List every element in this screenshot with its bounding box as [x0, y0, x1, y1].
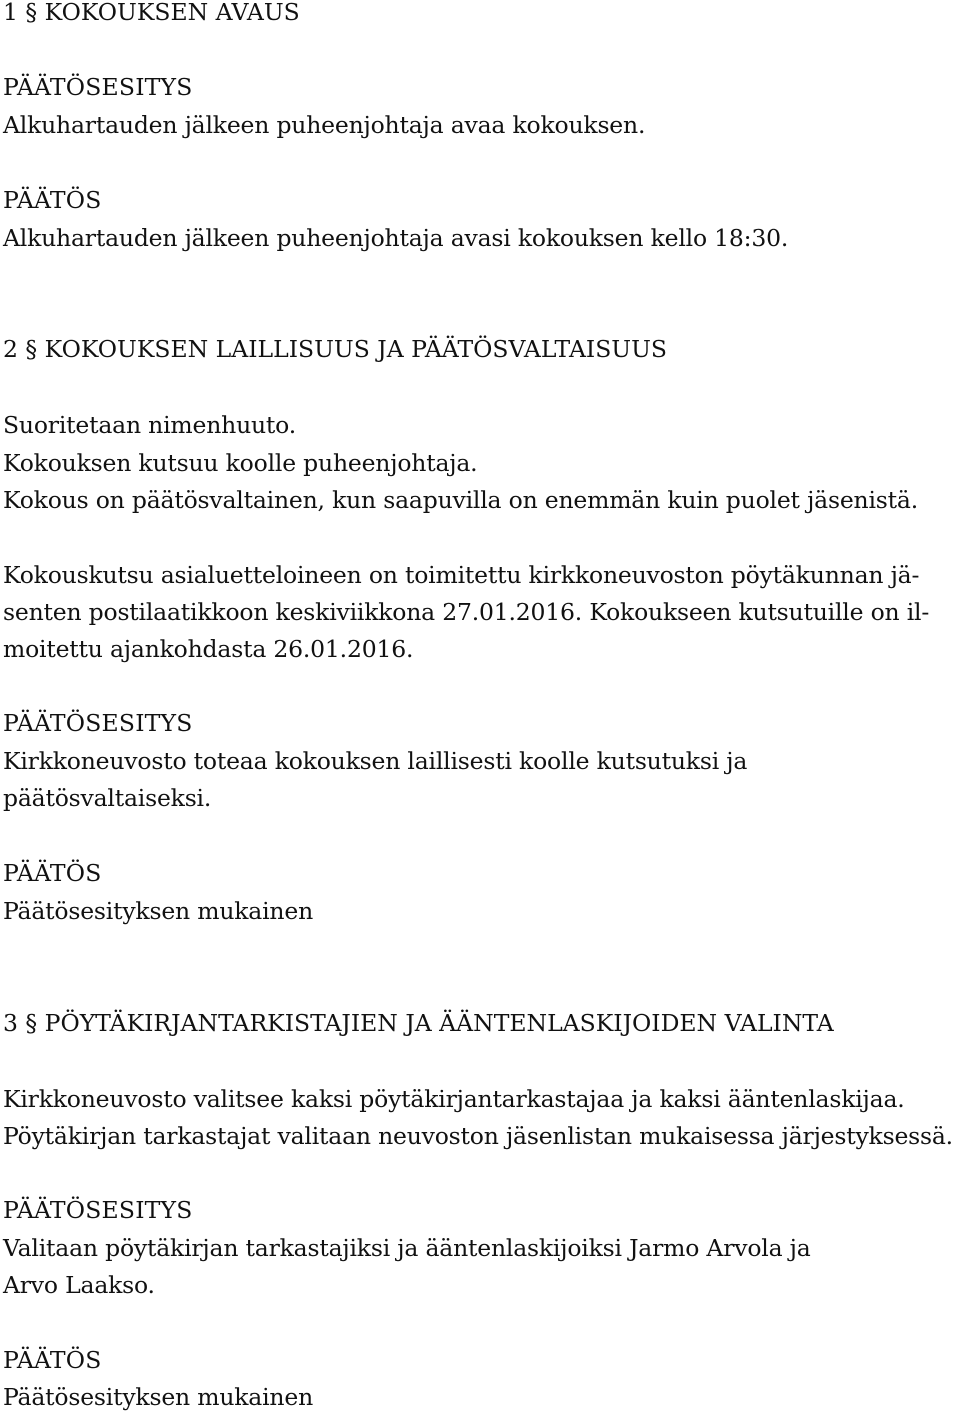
section-2-notice-line: Kokouskutsu asialuetteloineen on toimitettu kirkkoneuvoston pöytäkunnan jä- [3, 561, 920, 589]
section-3-intro-line: Kirkkoneuvosto valitsee kaksi pöytäkirjantarkastajaa ja kaksi ääntenlaskijaa. [3, 1085, 905, 1113]
section-2-decision-text: Päätösesityksen mukainen [3, 897, 314, 925]
section-2-proposal-label: PÄÄTÖSESITYS [3, 709, 193, 737]
section-1-heading: 1 § KOKOUKSEN AVAUS [3, 0, 300, 26]
section-2-decision-label: PÄÄTÖS [3, 859, 102, 887]
section-3-proposal-line: Arvo Laakso. [3, 1271, 155, 1299]
section-2-intro-line: Kokouksen kutsuu koolle puheenjohtaja. [3, 449, 478, 477]
section-3-decision-text: Päätösesityksen mukainen [3, 1383, 314, 1411]
section-1-proposal-label: PÄÄTÖSESITYS [3, 73, 193, 101]
section-2-proposal-line: päätösvaltaiseksi. [3, 784, 212, 812]
section-3-proposal-line: Valitaan pöytäkirjan tarkastajiksi ja ääntenlaskijoiksi Jarmo Arvola ja [3, 1234, 811, 1262]
section-1-proposal-text: Alkuhartauden jälkeen puheenjohtaja avaa kokouksen. [3, 111, 646, 139]
section-2-proposal-line: Kirkkoneuvosto toteaa kokouksen laillisesti koolle kutsutuksi ja [3, 747, 748, 775]
section-3-decision-label: PÄÄTÖS [3, 1346, 102, 1374]
section-2-notice-line: moitettu ajankohdasta 26.01.2016. [3, 635, 414, 663]
section-1-decision-text: Alkuhartauden jälkeen puheenjohtaja avasi kokouksen kello 18:30. [3, 224, 789, 252]
section-2-intro-line: Kokous on päätösvaltainen, kun saapuvilla on enemmän kuin puolet jäsenistä. [3, 486, 918, 514]
section-2-heading: 2 § KOKOUKSEN LAILLISUUS JA PÄÄTÖSVALTAISUUS [3, 335, 668, 363]
section-3-intro-line: Pöytäkirjan tarkastajat valitaan neuvoston jäsenlistan mukaisessa järjestyksessä. [3, 1122, 953, 1150]
section-1-decision-label: PÄÄTÖS [3, 186, 102, 214]
section-3-heading: 3 § PÖYTÄKIRJANTARKISTAJIEN JA ÄÄNTENLASKIJOIDEN VALINTA [3, 1009, 834, 1037]
section-2-intro-line: Suoritetaan nimenhuuto. [3, 411, 296, 439]
section-3-proposal-label: PÄÄTÖSESITYS [3, 1196, 193, 1224]
section-2-notice-line: senten postilaatikkoon keskiviikkona 27.01.2016. Kokoukseen kutsutuille on il- [3, 598, 930, 626]
